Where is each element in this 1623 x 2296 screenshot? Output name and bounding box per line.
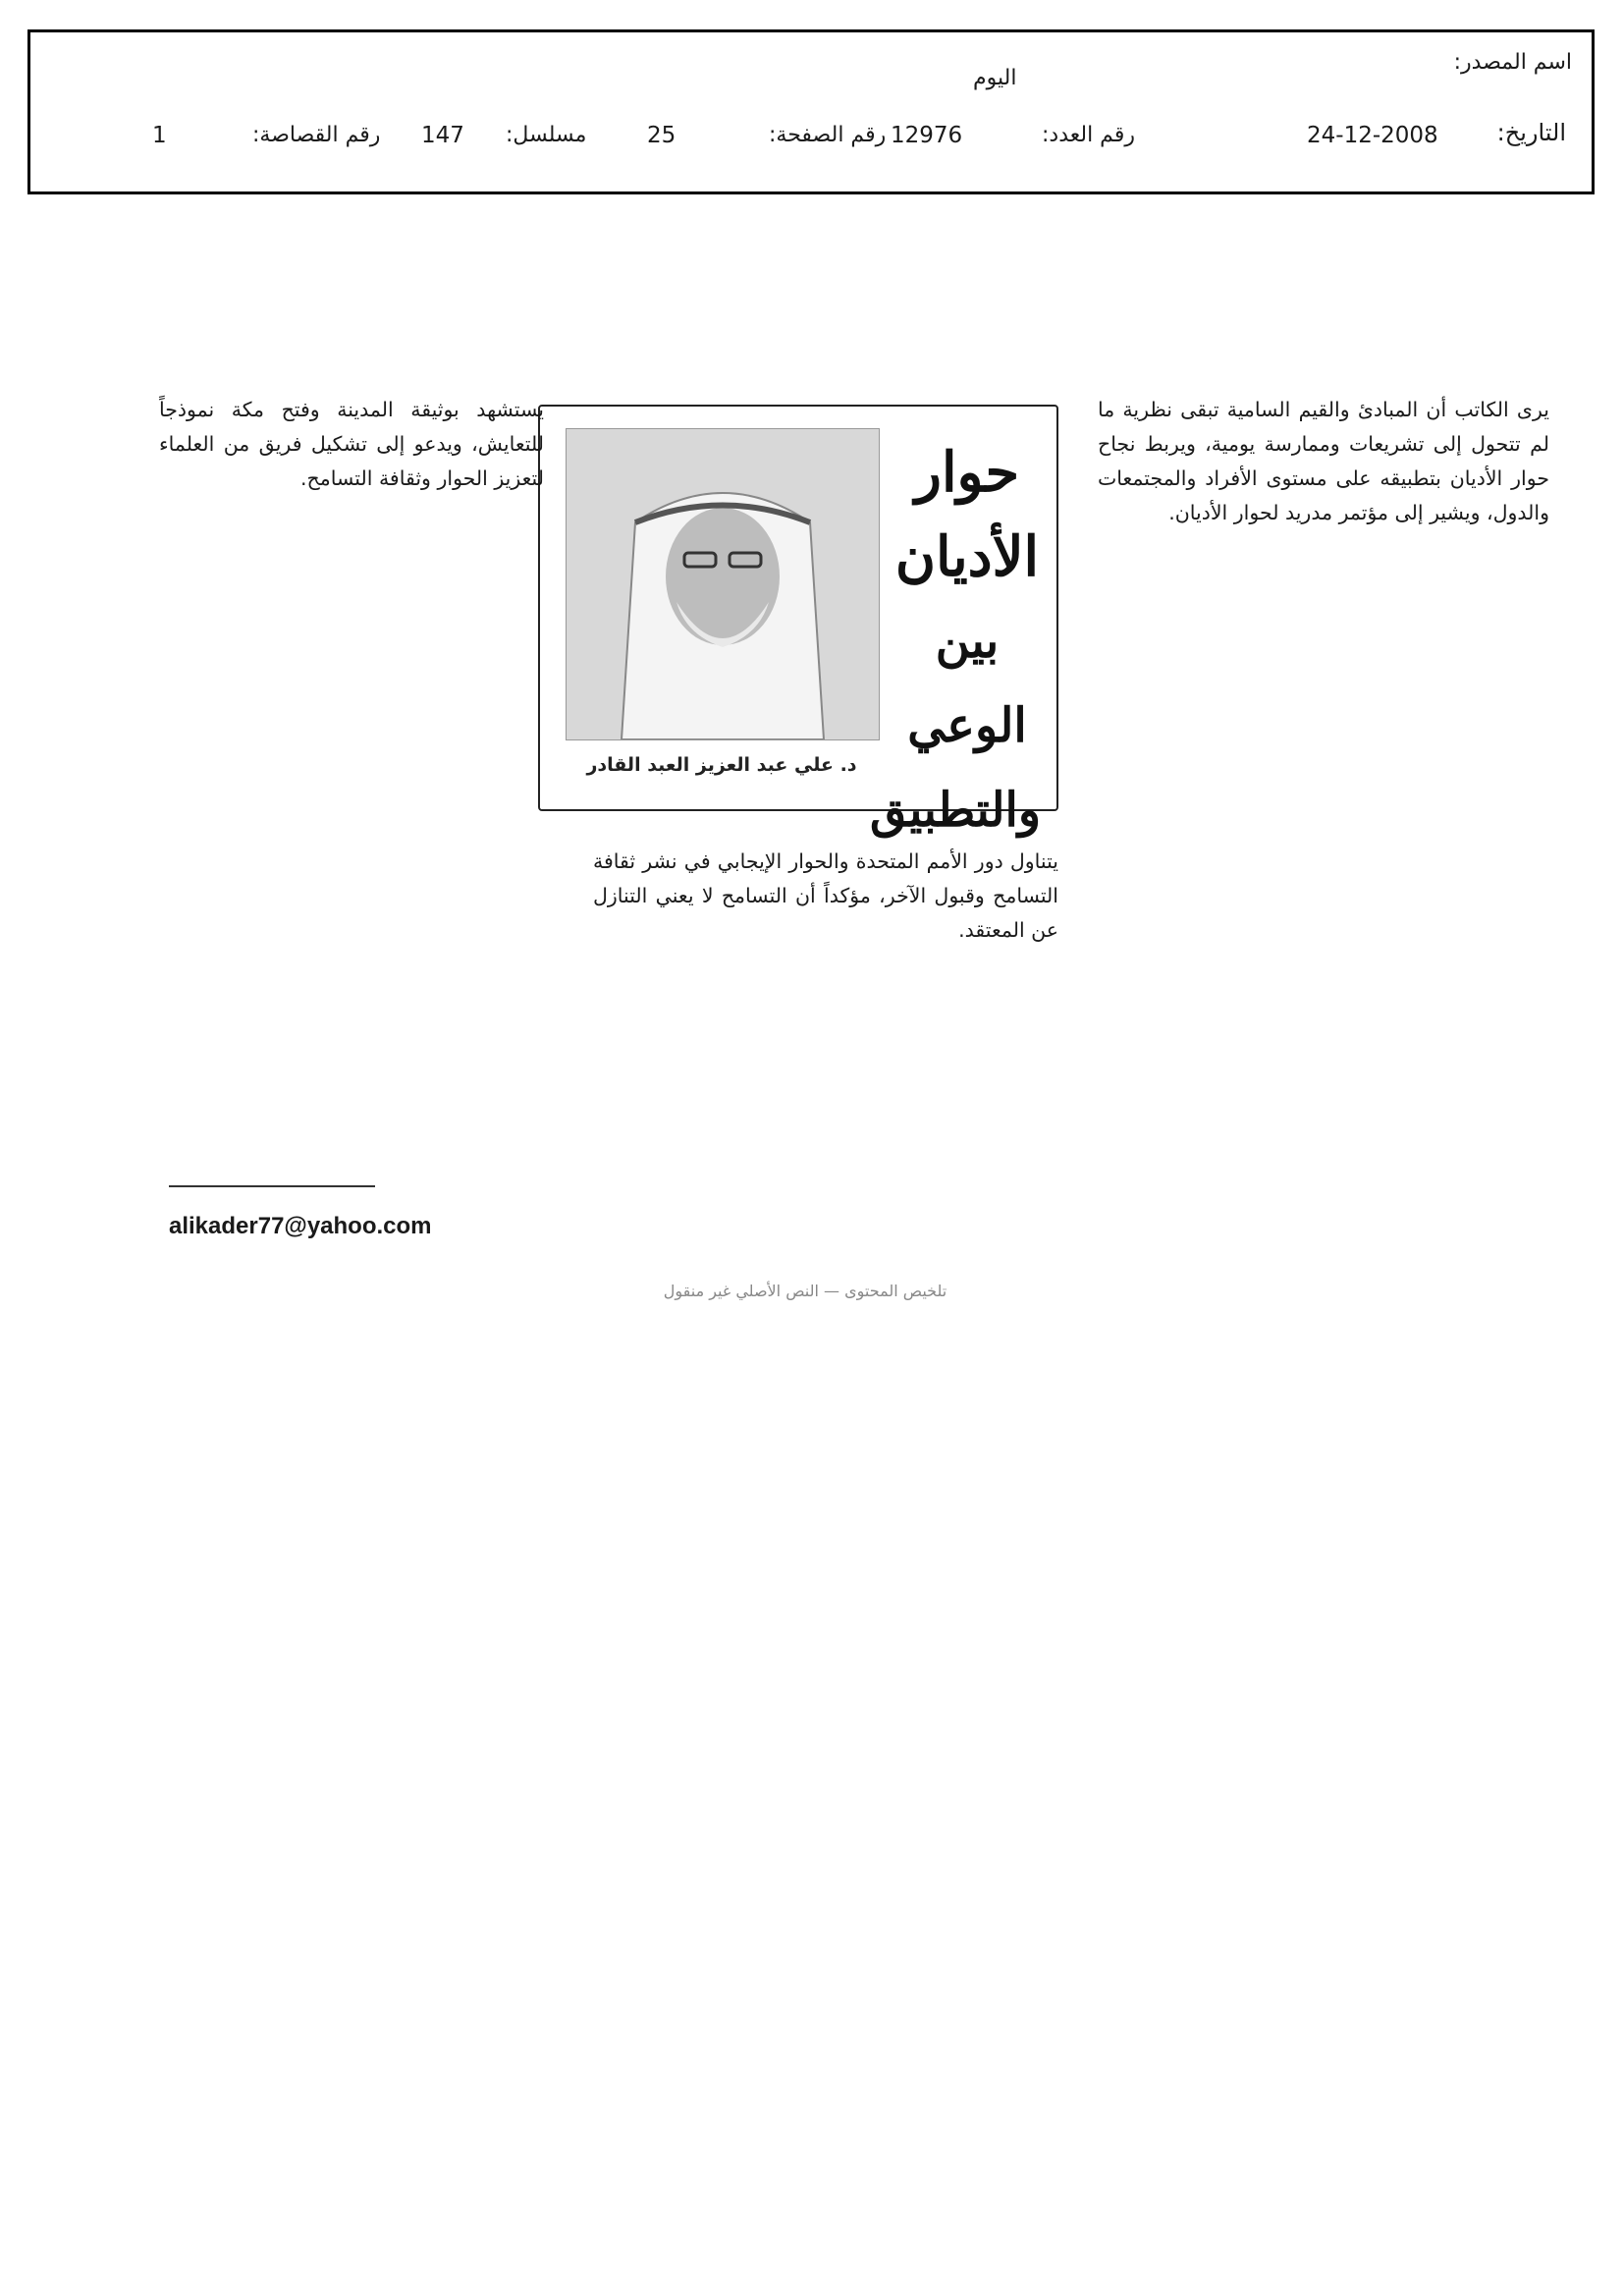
summary-note [550,1277,1060,1306]
serial-label: مسلسل: [506,123,587,147]
date-label: التاريخ: [1496,119,1566,146]
page-value: 25 [647,123,676,148]
column-middle [593,845,1058,954]
issue-value: 12976 [891,123,963,148]
author-email: alikader77@yahoo.com [169,1213,432,1239]
clipping-value: 1 [152,123,167,148]
signature-rule [169,1185,375,1187]
page-label: رقم الصفحة: [769,123,887,147]
date-value: 24-12-2008 [1307,123,1438,148]
title-line: والتطبيق [870,783,1041,838]
author-photo [566,428,880,740]
issue-label: رقم العدد: [1042,123,1135,147]
author-name: د. علي عبد العزيز العبد القادر [586,754,857,776]
summary-note-text: تلخيص المحتوى — النص الأصلي غير منقول [663,1282,947,1300]
source-label: اسم المصدر: [1453,50,1572,75]
clipping-header [27,29,1595,194]
title-line: الأديان [894,524,1040,589]
summary-right: يرى الكاتب أن المبادئ والقيم السامية تبقى نظرية ما لم تتحول إلى تشريعات وممارسة يومية، ويربط نجاح حوار الأديان بتطبيقه على مستوى الأفراد والمجتمعات والدول، ويشير إلى مؤتمر مدريد لحوار الأديان. [1098,398,1549,524]
summary-left: يستشهد بوثيقة المدينة وفتح مكة نموذجاً للتعايش، ويدعو إلى تشكيل فريق من العلماء لتعزيز الحوار وثقافة التسامح. [159,398,544,490]
author-portrait-image [567,429,879,739]
column-left [159,393,544,502]
article-title-box [538,405,1058,838]
column-right [1098,393,1549,536]
article-title [870,430,1041,852]
clipping-label: رقم القصاصة: [252,123,381,147]
title-line: حوار [914,440,1020,505]
title-line: بين الوعي [907,614,1027,753]
serial-value: 147 [421,123,464,148]
source-value: اليوم [973,66,1017,90]
summary-middle: يتناول دور الأمم المتحدة والحوار الإيجابي في نشر ثقافة التسامح وقبول الآخر، مؤكداً أن التسامح لا يعني التنازل عن المعتقد. [593,849,1058,942]
